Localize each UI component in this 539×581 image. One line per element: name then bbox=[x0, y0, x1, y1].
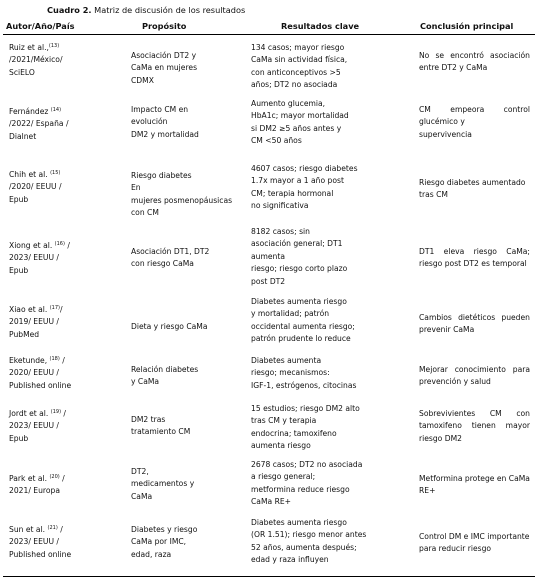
author-line: 2020/ EEUU / bbox=[9, 368, 59, 378]
cell-purpose bbox=[131, 321, 249, 333]
author-line: Ruiz et al.,$^{(13)}$ bbox=[9, 43, 60, 52]
results-line: a riesgo general; bbox=[251, 472, 316, 482]
results-line: IGF-1, estrógenos, citocinas bbox=[251, 380, 357, 390]
author-line: Sun et al. $^{(21)}$ / bbox=[9, 525, 63, 534]
purpose-line: DM2 y mortalidad bbox=[131, 129, 199, 139]
reference-superscript: (18) bbox=[49, 356, 60, 362]
cell-author bbox=[9, 42, 124, 79]
results-line: Diabetes aumenta riesgo bbox=[251, 518, 347, 527]
conclusion-line: No se encontró asociación bbox=[419, 51, 530, 60]
cell-results bbox=[251, 355, 375, 392]
purpose-line: evolución bbox=[131, 117, 168, 127]
table-caption bbox=[47, 4, 245, 16]
cell-results bbox=[251, 42, 375, 92]
results-line: riesgo; mecanismos: bbox=[251, 368, 330, 378]
cell-results bbox=[251, 98, 375, 148]
results-line: Diabetes aumenta bbox=[251, 356, 322, 365]
conclusion-line: Mejorar conocimiento para bbox=[419, 365, 530, 374]
cell-results bbox=[251, 517, 375, 567]
cell-results bbox=[251, 226, 375, 288]
results-line: si DM2 ≥5 años antes y bbox=[251, 123, 342, 133]
cell-conclusion bbox=[419, 177, 530, 202]
cell-author bbox=[9, 524, 124, 561]
author-line: Dialnet bbox=[9, 131, 37, 141]
results-line: 2678 casos; DT2 no asociada bbox=[251, 460, 363, 469]
cell-conclusion bbox=[419, 473, 530, 498]
header-resultados: Resultados clave bbox=[281, 21, 360, 31]
results-line: y mortalidad; patrón bbox=[251, 309, 330, 319]
results-line: 8182 casos; sin bbox=[251, 227, 310, 236]
results-line: (OR 1.51); riesgo menor antes bbox=[251, 530, 367, 540]
conclusion-line: prevenir CaMa bbox=[419, 325, 475, 335]
cell-purpose bbox=[131, 466, 249, 503]
cell-conclusion bbox=[419, 312, 530, 337]
cell-conclusion bbox=[419, 408, 530, 445]
conclusion-line: tamoxifeno tienen mayor bbox=[419, 421, 530, 431]
header-rule bbox=[3, 34, 535, 35]
results-line: 134 casos; mayor riesgo bbox=[251, 43, 345, 52]
cell-author bbox=[9, 473, 124, 498]
results-line: patrón prudente lo reduce bbox=[251, 334, 351, 344]
results-line: tras CM y terapia bbox=[251, 416, 317, 426]
author-line: Epub bbox=[9, 433, 29, 443]
cell-purpose bbox=[131, 50, 249, 87]
header-proposito: Propósito bbox=[142, 21, 187, 31]
cell-author bbox=[9, 304, 124, 341]
conclusion-line: CM empeora control bbox=[419, 105, 530, 114]
results-line: 1.7x mayor a 1 año post bbox=[251, 176, 344, 186]
results-line: 52 años, aumenta después; bbox=[251, 542, 357, 552]
conclusion-line: Control DM e IMC importante bbox=[419, 532, 530, 541]
purpose-line: Relación diabetes bbox=[131, 365, 199, 374]
conclusion-line: Sobrevivientes CM con bbox=[419, 409, 530, 418]
author-line: 2023/ EEUU / bbox=[9, 421, 59, 431]
purpose-line: tratamiento CM bbox=[131, 427, 191, 437]
author-line: Xiao et al. $^{(17)}$/ bbox=[9, 305, 63, 314]
caption-text: Matriz de discusión de los resultados bbox=[91, 5, 246, 15]
conclusion-line: RE+ bbox=[419, 486, 436, 496]
purpose-line: mujeres posmenopáusicas bbox=[131, 195, 233, 205]
cell-results bbox=[251, 296, 375, 346]
conclusion-line: glucémico y bbox=[419, 117, 465, 127]
cell-conclusion bbox=[419, 104, 530, 141]
cell-author bbox=[9, 240, 124, 277]
reference-superscript: (15) bbox=[50, 170, 61, 176]
purpose-line: y CaMa bbox=[131, 377, 160, 387]
conclusion-line: Metformina protege en CaMa bbox=[419, 474, 530, 483]
author-line: 2023/ EEUU / bbox=[9, 253, 59, 263]
cell-results bbox=[251, 163, 375, 213]
author-line: /2022/ España / bbox=[9, 119, 69, 129]
results-line: CM; terapia hormonal bbox=[251, 188, 334, 198]
conclusion-line: Cambios dietéticos pueden bbox=[419, 313, 530, 322]
cell-conclusion bbox=[419, 246, 530, 271]
purpose-line: CaMa en mujeres bbox=[131, 63, 198, 73]
conclusion-line: riesgo post DT2 es temporal bbox=[419, 259, 527, 269]
author-line: PubMed bbox=[9, 329, 40, 339]
cell-conclusion bbox=[419, 50, 530, 75]
purpose-line: CDMX bbox=[131, 75, 154, 85]
reference-superscript: (21) bbox=[47, 525, 58, 531]
author-line: 2023/ EEUU / bbox=[9, 537, 59, 547]
results-line: Diabetes aumenta riesgo bbox=[251, 297, 347, 306]
purpose-line: Diabetes y riesgo bbox=[131, 525, 198, 534]
results-line: post DT2 bbox=[251, 276, 286, 286]
author-line: Jordt et al. $^{(19)}$ / bbox=[9, 409, 66, 418]
purpose-line: medicamentos y bbox=[131, 479, 195, 489]
author-line: /2020/ EEUU / bbox=[9, 182, 62, 192]
conclusion-line: prevención y salud bbox=[419, 377, 491, 387]
results-line: CM <50 años bbox=[251, 136, 302, 146]
results-line: occidental aumenta riesgo; bbox=[251, 321, 355, 331]
conclusion-line: riesgo DM2 bbox=[419, 433, 462, 443]
purpose-line: Asociación DT1, DT2 bbox=[131, 247, 210, 256]
purpose-line: En bbox=[131, 183, 141, 193]
cell-purpose bbox=[131, 104, 249, 141]
author-line: Epub bbox=[9, 194, 29, 204]
cell-results bbox=[251, 403, 375, 453]
results-line: aumenta bbox=[251, 251, 285, 261]
bottom-rule bbox=[3, 576, 535, 577]
results-line: 4607 casos; riesgo diabetes bbox=[251, 164, 358, 173]
purpose-line: CaMa bbox=[131, 491, 153, 501]
cell-author bbox=[9, 106, 124, 143]
cell-purpose bbox=[131, 414, 249, 439]
results-line: riesgo; riesgo corto plazo bbox=[251, 264, 348, 274]
purpose-line: edad, raza bbox=[131, 549, 172, 559]
author-line: Published online bbox=[9, 549, 72, 559]
results-line: con anticonceptivos >5 bbox=[251, 67, 341, 77]
results-line: aumenta riesgo bbox=[251, 441, 311, 451]
purpose-line: con riesgo CaMa bbox=[131, 259, 194, 269]
reference-superscript: (16) bbox=[54, 241, 65, 247]
results-line: 15 estudios; riesgo DM2 alto bbox=[251, 404, 360, 413]
purpose-line: Riesgo diabetes bbox=[131, 171, 192, 180]
cell-purpose bbox=[131, 364, 249, 389]
conclusion-line: Riesgo diabetes aumentado bbox=[419, 178, 526, 187]
results-line: años; DT2 no asociada bbox=[251, 80, 338, 90]
author-line: Chih et al. $^{(15)}$ bbox=[9, 170, 61, 179]
results-line: metformina reduce riesgo bbox=[251, 484, 350, 494]
cell-author bbox=[9, 408, 124, 445]
purpose-line: CaMa por IMC, bbox=[131, 537, 187, 547]
conclusion-line: para reducir riesgo bbox=[419, 544, 492, 554]
cell-author bbox=[9, 355, 124, 392]
conclusion-line: DT1 eleva riesgo CaMa; bbox=[419, 247, 530, 256]
reference-superscript: (13) bbox=[48, 43, 60, 49]
purpose-line: DM2 tras bbox=[131, 415, 166, 424]
cell-conclusion bbox=[419, 531, 530, 556]
results-line: Aumento glucemia, bbox=[251, 99, 326, 108]
results-line: HbA1c; mayor mortalidad bbox=[251, 111, 349, 121]
purpose-line: Impacto CM en bbox=[131, 105, 189, 114]
author-line: /2021/México/ bbox=[9, 55, 63, 65]
purpose-line: Dieta y riesgo CaMa bbox=[131, 322, 208, 331]
author-line: Epub bbox=[9, 265, 29, 275]
results-line: CaMa RE+ bbox=[251, 497, 292, 507]
results-line: edad y raza influyen bbox=[251, 555, 329, 565]
author-line: 2021/ Europa bbox=[9, 486, 60, 496]
cell-results bbox=[251, 459, 375, 509]
conclusion-line: tras CM bbox=[419, 190, 448, 200]
author-line: Xiong et al. $^{(16)}$ / bbox=[9, 241, 70, 250]
conclusion-line: entre DT2 y CaMa bbox=[419, 63, 488, 73]
cell-purpose bbox=[131, 170, 249, 220]
author-line: 2019/ EEUU / bbox=[9, 317, 59, 327]
author-line: Fernández $^{(14)}$ bbox=[9, 107, 62, 116]
results-line: endocrina; tamoxifeno bbox=[251, 428, 337, 438]
results-line: asociación general; DT1 bbox=[251, 239, 343, 249]
cell-purpose bbox=[131, 246, 249, 271]
reference-superscript: (20) bbox=[49, 474, 60, 480]
cell-purpose bbox=[131, 524, 249, 561]
caption-label: Cuadro 2. bbox=[47, 5, 92, 15]
author-line: Eketunde, $^{(18)}$ / bbox=[9, 356, 65, 365]
author-line: Park et al. $^{(20)}$ / bbox=[9, 474, 65, 483]
results-line: no significativa bbox=[251, 201, 309, 211]
conclusion-line: supervivencia bbox=[419, 129, 472, 139]
cell-conclusion bbox=[419, 364, 530, 389]
purpose-line: Asociación DT2 y bbox=[131, 51, 197, 60]
reference-superscript: (19) bbox=[50, 409, 62, 415]
author-line: Published online bbox=[9, 380, 72, 390]
header-autor: Autor/Año/País bbox=[6, 21, 75, 31]
reference-superscript: (17) bbox=[49, 305, 60, 311]
purpose-line: con CM bbox=[131, 208, 159, 218]
cell-author bbox=[9, 169, 124, 206]
reference-superscript: (14) bbox=[50, 107, 62, 113]
header-conclusion: Conclusión principal bbox=[420, 21, 514, 31]
purpose-line: DT2, bbox=[131, 467, 149, 476]
results-line: CaMa sin actividad física, bbox=[251, 55, 348, 65]
author-line: SciELO bbox=[9, 67, 35, 77]
